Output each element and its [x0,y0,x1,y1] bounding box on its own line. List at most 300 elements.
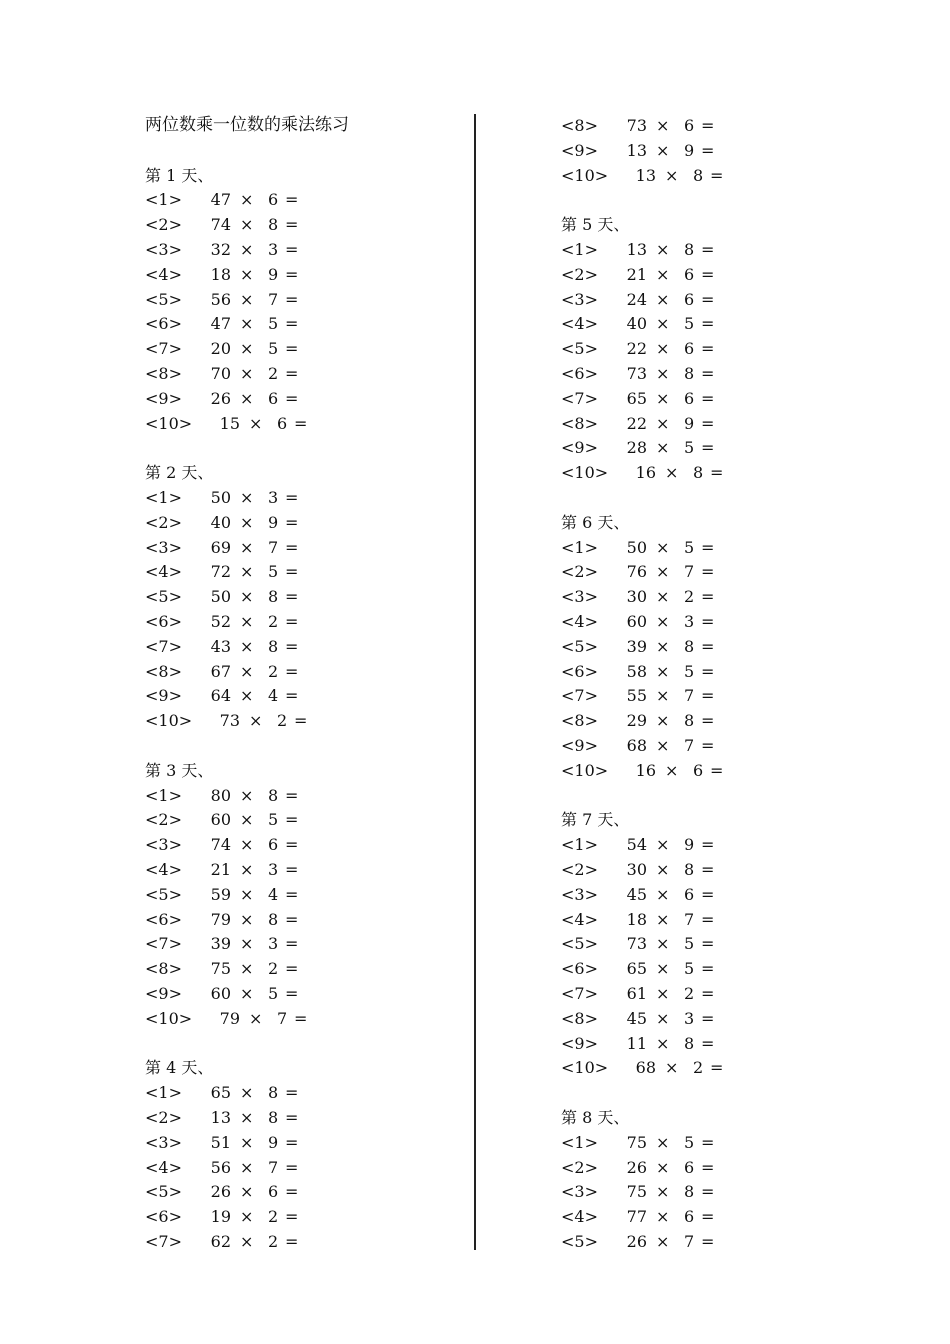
problem-label: <4> [561,909,598,929]
equals-sign: = [701,314,715,334]
multiplier: 5 [684,314,695,334]
equals-sign: = [285,984,299,1003]
multiplier: 9 [684,413,695,433]
multiplier: 5 [268,562,279,582]
multiplier: 7 [268,1157,279,1177]
equals-sign: = [285,686,299,706]
equals-sign: = [285,190,299,210]
problem-label: <3> [561,884,598,904]
multiplier: 6 [684,116,695,135]
equals-sign: = [701,909,715,929]
multiplicand: 26 [626,1157,647,1177]
column-divider [474,114,476,1250]
problem-label: <6> [561,959,598,979]
problem-label: <6> [145,612,182,631]
problem-label: <5> [145,1182,182,1202]
day-heading: 第 2 天、 [145,463,214,483]
multiplier: 8 [268,1083,279,1103]
multiplicand: 13 [626,140,647,160]
multiplicand: 62 [210,1232,231,1251]
multiplier: 8 [684,1182,695,1202]
problem-label: <1> [145,1083,182,1103]
multiplicand: 74 [210,215,231,235]
problem-label: <1> [145,190,182,210]
problem-label: <1> [145,488,182,507]
problem-label: <2> [561,264,598,284]
problem-label: <10> [145,413,193,433]
multiplicand: 60 [210,984,231,1003]
problem-label: <1> [561,835,598,855]
equals-sign: = [701,537,715,557]
multiplicand: 73 [626,364,647,383]
multiplicand: 73 [626,116,647,135]
multiplicand: 45 [626,884,647,904]
equals-sign: = [285,512,299,532]
equals-sign: = [701,835,715,855]
multiplicand: 21 [626,264,647,284]
multiplicand: 79 [219,1008,240,1028]
multiplicand: 65 [210,1083,231,1103]
multiplier: 5 [268,339,279,359]
equals-sign: = [701,140,715,160]
multiplicand: 22 [626,413,647,433]
multiplier: 8 [693,463,704,483]
times-sign: × [240,612,254,631]
times-sign: × [665,760,679,780]
problem-label: <3> [561,587,598,607]
times-sign: × [240,909,254,929]
multiplicand: 16 [635,463,656,483]
problem-label: <4> [561,314,598,334]
equals-sign: = [285,388,299,408]
equals-sign: = [285,240,299,259]
problem-label: <9> [145,686,182,706]
times-sign: × [240,1083,254,1103]
multiplicand: 13 [626,240,647,259]
problem-label: <3> [561,1182,598,1202]
times-sign: × [249,1008,263,1028]
problem-label: <10> [561,463,609,483]
multiplicand: 39 [210,934,231,954]
multiplier: 8 [684,240,695,259]
times-sign: × [656,884,670,904]
multiplicand: 30 [626,860,647,879]
problem-label: <5> [561,339,598,359]
day-heading: 第 7 天、 [561,810,630,830]
multiplier: 2 [693,1058,704,1078]
problem-label: <10> [561,760,609,780]
equals-sign: = [285,1083,299,1103]
multiplier: 7 [268,537,279,557]
times-sign: × [240,810,254,830]
equals-sign: = [285,810,299,830]
multiplicand: 39 [626,636,647,656]
equals-sign: = [285,215,299,235]
problem-label: <1> [561,537,598,557]
equals-sign: = [701,1182,715,1202]
equals-sign: = [701,388,715,408]
times-sign: × [240,240,254,259]
multiplicand: 79 [210,909,231,929]
multiplicand: 43 [210,636,231,656]
equals-sign: = [294,413,308,433]
multiplicand: 68 [626,736,647,755]
day-heading: 第 1 天、 [145,165,214,185]
equals-sign: = [285,934,299,954]
problem-label: <9> [145,388,182,408]
equals-sign: = [285,612,299,631]
problem-label: <9> [561,1033,598,1053]
multiplier: 6 [268,388,279,408]
page-title: 两位数乘一位数的乘法练习 [145,115,349,135]
problem-label: <4> [145,562,182,582]
problem-label: <6> [145,909,182,929]
times-sign: × [240,1207,254,1227]
multiplier: 3 [684,1008,695,1028]
multiplier: 2 [268,1207,279,1227]
multiplier: 5 [684,661,695,681]
times-sign: × [240,562,254,582]
multiplier: 9 [268,1132,279,1152]
multiplicand: 13 [210,1108,231,1127]
problem-label: <2> [561,562,598,582]
multiplier: 8 [684,711,695,731]
multiplier: 8 [268,1108,279,1127]
multiplicand: 72 [210,562,231,582]
day-heading: 第 6 天、 [561,512,630,532]
multiplier: 8 [684,364,695,383]
times-sign: × [656,860,670,879]
equals-sign: = [294,1008,308,1028]
multiplier: 2 [684,984,695,1003]
times-sign: × [240,1108,254,1127]
problem-label: <8> [145,959,182,979]
multiplicand: 69 [210,537,231,557]
multiplier: 2 [268,612,279,631]
problem-label: <2> [145,810,182,830]
problem-label: <7> [561,984,598,1003]
multiplier: 6 [684,884,695,904]
equals-sign: = [701,1157,715,1177]
equals-sign: = [701,884,715,904]
problem-label: <4> [145,264,182,284]
multiplicand: 50 [210,587,231,607]
equals-sign: = [701,612,715,631]
multiplicand: 50 [626,537,647,557]
times-sign: × [240,190,254,210]
multiplicand: 45 [626,1008,647,1028]
times-sign: × [656,140,670,160]
times-sign: × [656,1033,670,1053]
multiplier: 3 [268,860,279,879]
times-sign: × [240,1232,254,1251]
times-sign: × [240,364,254,383]
multiplier: 7 [684,1232,695,1251]
multiplier: 3 [268,488,279,507]
problem-label: <2> [561,860,598,879]
multiplicand: 29 [626,711,647,731]
times-sign: × [240,488,254,507]
equals-sign: = [285,562,299,582]
multiplier: 9 [268,512,279,532]
times-sign: × [240,860,254,879]
multiplier: 8 [684,860,695,879]
times-sign: × [249,711,263,731]
multiplicand: 50 [210,488,231,507]
equals-sign: = [701,289,715,309]
equals-sign: = [285,1207,299,1227]
equals-sign: = [701,736,715,755]
equals-sign: = [285,835,299,855]
multiplicand: 13 [635,165,656,185]
times-sign: × [656,686,670,706]
times-sign: × [656,909,670,929]
problem-label: <7> [145,339,182,359]
equals-sign: = [701,661,715,681]
equals-sign: = [701,438,715,458]
multiplicand: 21 [210,860,231,879]
problem-label: <7> [145,636,182,656]
multiplicand: 60 [210,810,231,830]
times-sign: × [240,636,254,656]
multiplicand: 56 [210,1157,231,1177]
equals-sign: = [701,1008,715,1028]
multiplicand: 40 [626,314,647,334]
times-sign: × [656,711,670,731]
problem-label: <7> [145,1232,182,1251]
problem-label: <8> [561,711,598,731]
multiplicand: 75 [626,1132,647,1152]
multiplier: 2 [268,661,279,681]
multiplicand: 30 [626,587,647,607]
times-sign: × [240,959,254,979]
problem-label: <1> [561,240,598,259]
times-sign: × [240,785,254,805]
multiplier: 2 [277,711,288,731]
times-sign: × [656,587,670,607]
multiplicand: 73 [626,934,647,954]
equals-sign: = [701,339,715,359]
multiplicand: 77 [626,1207,647,1227]
multiplicand: 19 [210,1207,231,1227]
multiplier: 9 [268,264,279,284]
multiplicand: 32 [210,240,231,259]
multiplicand: 18 [210,264,231,284]
problem-label: <6> [145,314,182,334]
equals-sign: = [285,488,299,507]
problem-label: <7> [561,388,598,408]
multiplier: 8 [268,215,279,235]
times-sign: × [240,587,254,607]
multiplier: 6 [268,190,279,210]
multiplier: 2 [268,1232,279,1251]
times-sign: × [656,537,670,557]
problem-label: <6> [145,1207,182,1227]
problem-label: <8> [145,661,182,681]
multiplier: 2 [684,587,695,607]
equals-sign: = [710,1058,724,1078]
multiplier: 5 [268,984,279,1003]
problem-label: <2> [145,1108,182,1127]
multiplicand: 51 [210,1132,231,1152]
equals-sign: = [701,364,715,383]
times-sign: × [240,661,254,681]
day-heading: 第 5 天、 [561,215,630,235]
multiplicand: 11 [626,1033,647,1053]
multiplicand: 56 [210,289,231,309]
day-heading: 第 3 天、 [145,760,214,780]
problem-label: <9> [561,438,598,458]
problem-label: <6> [561,661,598,681]
problem-label: <3> [145,537,182,557]
equals-sign: = [701,1132,715,1152]
equals-sign: = [701,1033,715,1053]
equals-sign: = [701,636,715,656]
problem-label: <3> [561,289,598,309]
times-sign: × [656,1182,670,1202]
multiplier: 7 [684,736,695,755]
multiplicand: 65 [626,959,647,979]
multiplicand: 75 [626,1182,647,1202]
times-sign: × [240,984,254,1003]
equals-sign: = [285,587,299,607]
equals-sign: = [701,860,715,879]
times-sign: × [656,289,670,309]
problem-label: <8> [561,413,598,433]
times-sign: × [656,314,670,334]
problem-label: <4> [561,612,598,631]
multiplier: 6 [684,289,695,309]
problem-label: <4> [561,1207,598,1227]
equals-sign: = [701,587,715,607]
times-sign: × [240,537,254,557]
times-sign: × [656,984,670,1003]
equals-sign: = [294,711,308,731]
problem-label: <6> [561,364,598,383]
times-sign: × [656,1207,670,1227]
equals-sign: = [285,909,299,929]
equals-sign: = [701,264,715,284]
times-sign: × [656,438,670,458]
multiplicand: 15 [219,413,240,433]
multiplicand: 54 [626,835,647,855]
problem-label: <5> [561,636,598,656]
multiplicand: 61 [626,984,647,1003]
multiplier: 6 [693,760,704,780]
multiplicand: 64 [210,686,231,706]
multiplier: 5 [684,438,695,458]
multiplicand: 24 [626,289,647,309]
times-sign: × [240,884,254,904]
multiplicand: 65 [626,388,647,408]
multiplicand: 26 [210,388,231,408]
problem-label: <5> [145,587,182,607]
multiplier: 8 [268,909,279,929]
times-sign: × [665,165,679,185]
equals-sign: = [701,959,715,979]
problem-label: <4> [145,1157,182,1177]
equals-sign: = [285,959,299,979]
times-sign: × [249,413,263,433]
times-sign: × [656,959,670,979]
multiplier: 9 [684,835,695,855]
multiplier: 7 [268,289,279,309]
multiplicand: 40 [210,512,231,532]
times-sign: × [656,835,670,855]
multiplier: 5 [268,314,279,334]
times-sign: × [240,215,254,235]
problem-label: <3> [145,1132,182,1152]
multiplier: 7 [684,909,695,929]
multiplier: 5 [684,537,695,557]
multiplicand: 73 [219,711,240,731]
problem-label: <8> [561,1008,598,1028]
times-sign: × [656,1157,670,1177]
equals-sign: = [710,760,724,780]
multiplier: 5 [684,934,695,954]
times-sign: × [656,413,670,433]
multiplier: 6 [684,1157,695,1177]
multiplicand: 26 [626,1232,647,1251]
problem-label: <10> [561,1058,609,1078]
multiplicand: 70 [210,364,231,383]
multiplier: 7 [684,562,695,582]
problem-label: <4> [145,860,182,879]
times-sign: × [240,339,254,359]
times-sign: × [665,1058,679,1078]
multiplicand: 16 [635,760,656,780]
equals-sign: = [701,240,715,259]
multiplicand: 52 [210,612,231,631]
problem-label: <7> [561,686,598,706]
multiplicand: 76 [626,562,647,582]
equals-sign: = [285,264,299,284]
problem-label: <9> [561,140,598,160]
equals-sign: = [285,884,299,904]
multiplier: 8 [268,587,279,607]
times-sign: × [240,686,254,706]
problem-label: <5> [145,289,182,309]
times-sign: × [240,1132,254,1152]
times-sign: × [656,934,670,954]
problem-label: <1> [145,785,182,805]
equals-sign: = [285,860,299,879]
times-sign: × [240,1182,254,1202]
times-sign: × [656,116,670,135]
multiplier: 5 [268,810,279,830]
multiplier: 6 [684,339,695,359]
equals-sign: = [285,1132,299,1152]
multiplicand: 58 [626,661,647,681]
multiplicand: 67 [210,661,231,681]
multiplicand: 47 [210,190,231,210]
equals-sign: = [701,1232,715,1251]
equals-sign: = [285,289,299,309]
problem-label: <9> [145,984,182,1003]
problem-label: <2> [145,215,182,235]
equals-sign: = [285,314,299,334]
multiplier: 7 [684,686,695,706]
problem-label: <5> [145,884,182,904]
multiplier: 5 [684,959,695,979]
multiplier: 6 [277,413,288,433]
multiplicand: 55 [626,686,647,706]
problem-label: <8> [145,364,182,383]
times-sign: × [656,736,670,755]
problem-label: <7> [145,934,182,954]
problem-label: <3> [145,835,182,855]
equals-sign: = [285,636,299,656]
